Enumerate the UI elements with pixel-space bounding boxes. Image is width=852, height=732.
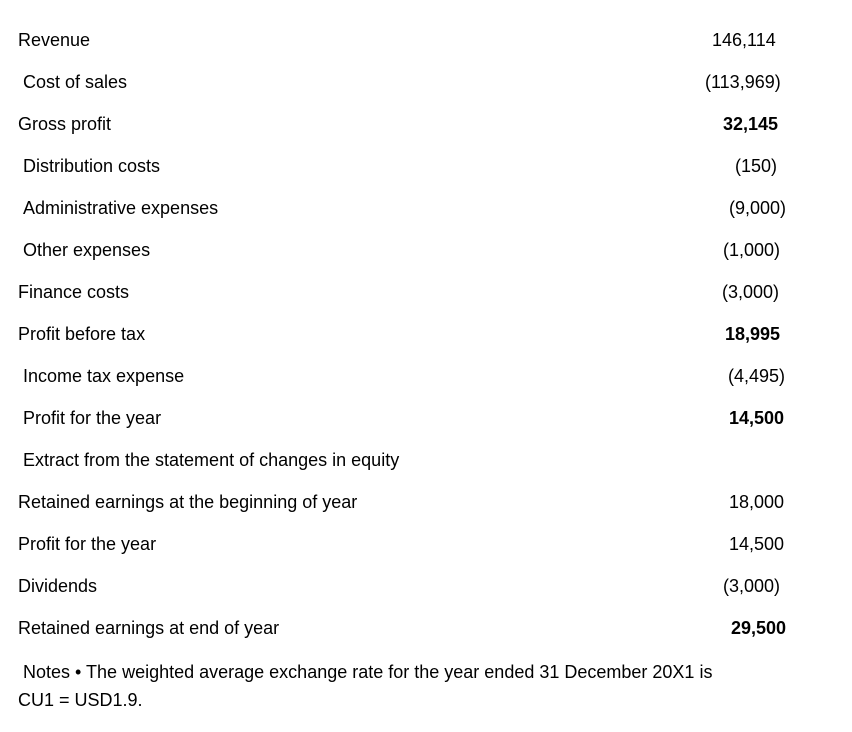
row-label: Gross profit [18,114,112,134]
row-administrative-expenses [0,198,852,240]
row-value: (150) [735,156,778,176]
row-value: 14,500 [729,408,785,428]
row-retained-earnings-end [0,618,852,660]
row-value: (9,000) [729,198,787,218]
row-label: Finance costs [18,282,130,302]
notes-line-2: CU1 = USD1.9. [18,690,143,710]
equity-heading: Extract from the statement of changes in equity [23,450,400,470]
row-value: (3,000) [722,282,780,302]
row-value: 146,114 [712,30,776,50]
row-income-tax-expense [0,366,852,408]
row-cost-of-sales [0,72,852,114]
equity-heading-row [0,450,852,492]
row-value: (3,000) [723,576,781,596]
row-value: 29,500 [731,618,787,638]
row-label: Revenue [18,30,91,50]
row-finance-costs [0,282,852,324]
notes [18,658,818,714]
row-label: Retained earnings at end of year [18,618,280,638]
notes-text: The weighted average exchange rate for the year ended 31 December 20X1 is [86,662,713,682]
notes-line-1 [18,658,818,686]
row-label: Profit before tax [18,324,146,344]
row-gross-profit [0,114,852,156]
row-revenue [0,30,852,72]
row-label: Distribution costs [23,156,161,176]
row-label: Profit for the year [23,408,162,428]
row-value: 32,145 [723,114,779,134]
bullet-icon: • [75,662,82,682]
row-value: (4,495) [728,366,786,386]
row-label: Other expenses [23,240,151,260]
row-retained-earnings-beginning [0,492,852,534]
row-label: Administrative expenses [23,198,219,218]
row-label: Income tax expense [23,366,185,386]
row-profit-before-tax [0,324,852,366]
row-value: (113,969) [705,72,781,92]
row-other-expenses [0,240,852,282]
row-label: Profit for the year [18,534,157,554]
notes-prefix: Notes [23,662,71,682]
row-label: Retained earnings at the beginning of year [18,492,358,512]
row-label: Dividends [18,576,98,596]
row-value: 14,500 [729,534,785,554]
row-profit-for-the-year [0,408,852,450]
row-distribution-costs [0,156,852,198]
row-label: Cost of sales [23,72,128,92]
row-value: 18,995 [725,324,781,344]
row-value: 18,000 [729,492,785,512]
row-profit-for-the-year-equity [0,534,852,576]
row-value: (1,000) [723,240,781,260]
row-dividends [0,576,852,618]
